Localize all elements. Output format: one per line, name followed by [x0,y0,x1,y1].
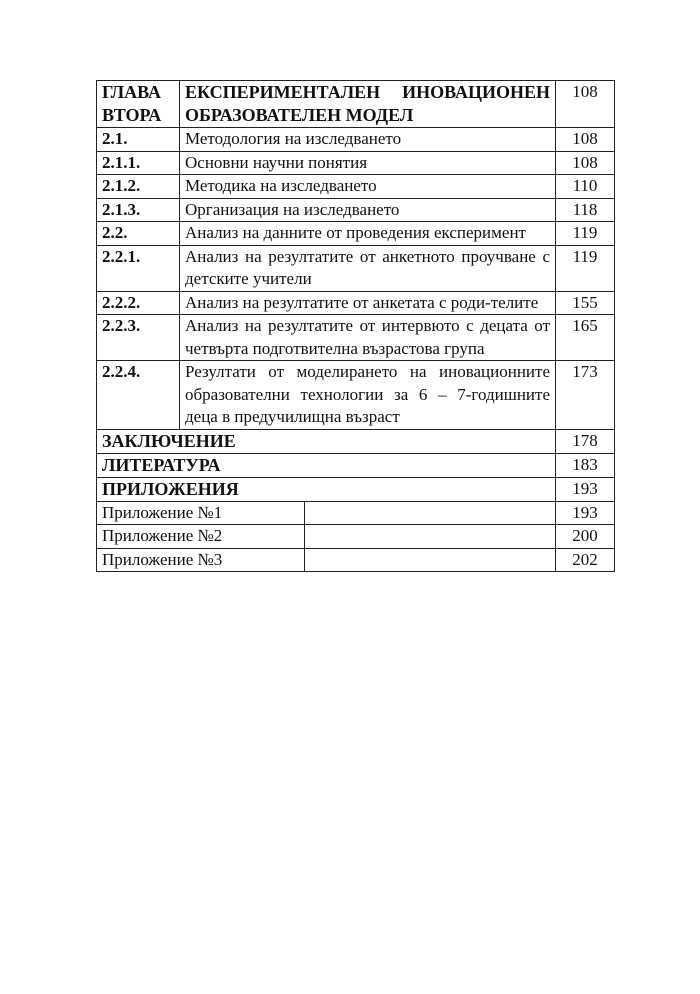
back-matter-row [97,453,615,477]
appendix-label: Приложение №1 [97,502,305,525]
appendix-label: Приложение №3 [97,549,305,572]
appendix-row [97,501,615,525]
section-title: Анализ на резултатите от анкетата с роди-телите [180,291,556,315]
section-page: 108 [556,151,615,175]
table-of-contents [96,80,615,572]
toc-row [97,198,615,222]
section-number: 2.1. [97,128,180,152]
section-number: 2.2.1. [97,245,180,291]
section-number: 2.2.3. [97,315,180,361]
appendix-cell [97,548,556,572]
toc-row [97,361,615,430]
section-title: Методология на изследването [180,128,556,152]
section-title: Анализ на данните от проведения експеримент [180,222,556,246]
appendix-cell [97,501,556,525]
section-title: Резултати от моделирането на иновационните образователни технологии за 6 – 7-годишните деца в предучилищна възраст [180,361,556,430]
back-matter-label: ПРИЛОЖЕНИЯ [97,477,556,501]
appendix-blank [305,525,555,548]
chapter-title: ЕКСПЕРИМЕНТАЛЕН ИНОВАЦИОНЕН ОБРАЗОВАТЕЛЕН МОДЕЛ [180,81,556,128]
section-page: 110 [556,175,615,199]
section-page: 118 [556,198,615,222]
appendix-blank [305,502,555,525]
section-title: Методика на изследването [180,175,556,199]
chapter-page: 108 [556,81,615,128]
back-matter-page: 193 [556,477,615,501]
back-matter-row [97,429,615,453]
appendix-page: 200 [556,525,615,549]
section-number: 2.2. [97,222,180,246]
toc-row [97,175,615,199]
section-number: 2.1.2. [97,175,180,199]
back-matter-label: ЛИТЕРАТУРА [97,453,556,477]
section-page: 119 [556,245,615,291]
section-title: Основни научни понятия [180,151,556,175]
back-matter-label: ЗАКЛЮЧЕНИЕ [97,429,556,453]
section-number: 2.2.2. [97,291,180,315]
toc-row [97,151,615,175]
chapter-label: ГЛАВА ВТОРА [97,81,180,128]
toc-row [97,315,615,361]
section-number: 2.2.4. [97,361,180,430]
section-title: Анализ на резултатите от интервюто с децата от четвърта подготвителна възрастова група [180,315,556,361]
back-matter-page: 178 [556,429,615,453]
chapter-row [97,81,615,128]
section-page: 165 [556,315,615,361]
toc-row [97,128,615,152]
appendix-row [97,525,615,549]
toc-row [97,245,615,291]
section-page: 119 [556,222,615,246]
section-title: Анализ на резултатите от анкетното проучване с детските учители [180,245,556,291]
appendix-page: 202 [556,548,615,572]
section-page: 108 [556,128,615,152]
section-title: Организация на изследването [180,198,556,222]
toc-row [97,291,615,315]
back-matter-row [97,477,615,501]
section-number: 2.1.3. [97,198,180,222]
appendix-blank [305,549,555,572]
section-page: 155 [556,291,615,315]
back-matter-page: 183 [556,453,615,477]
appendix-label: Приложение №2 [97,525,305,548]
toc-row [97,222,615,246]
appendix-page: 193 [556,501,615,525]
appendix-cell [97,525,556,549]
appendix-row [97,548,615,572]
section-number: 2.1.1. [97,151,180,175]
section-page: 173 [556,361,615,430]
